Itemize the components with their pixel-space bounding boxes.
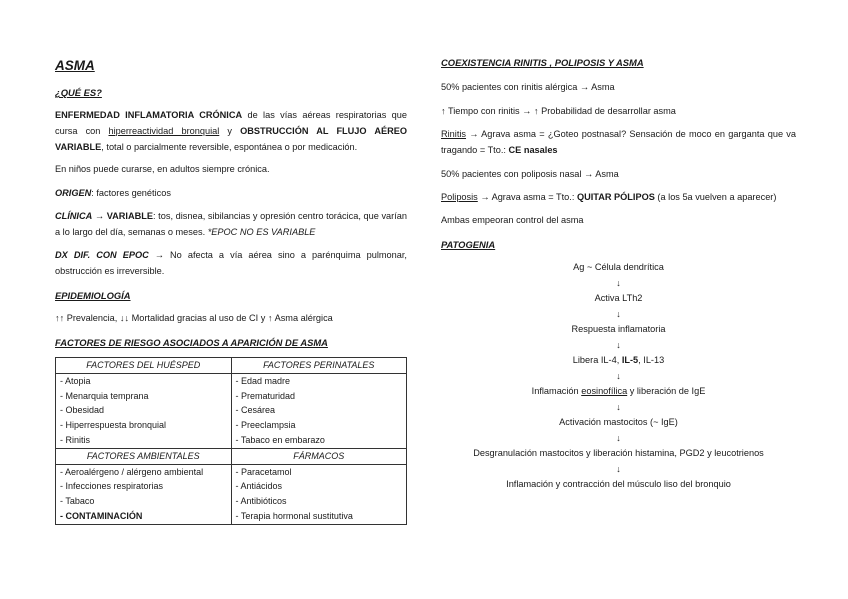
def-bold-2: OBSTRUCCIÓN AL FLUJO AÉREO VARIABLE	[55, 126, 407, 152]
table-cell: - Terapia hormonal sustitutiva	[231, 509, 407, 524]
step-bold: IL-5	[621, 355, 639, 365]
cascade-step: Activación mastocitos (~ IgE)	[559, 417, 678, 427]
rinitis-label: Rinitis	[441, 129, 467, 139]
table-header-row	[56, 448, 407, 464]
rinitis-treatment: CE nasales	[508, 145, 558, 155]
table-cell: - Antibióticos	[231, 494, 407, 509]
table-row	[56, 479, 407, 494]
down-arrow-icon: ↓	[616, 370, 621, 381]
table-cell: - Tabaco en embarazo	[231, 433, 407, 448]
origen-line	[55, 185, 171, 201]
cascade-step	[441, 384, 796, 400]
table-row	[56, 373, 407, 388]
coexistencia-heading: COEXISTENCIA RINITIS , POLIPOSIS Y ASMA	[441, 57, 644, 68]
step-text: Libera IL-4,	[572, 355, 622, 365]
header-ambientales: FACTORES AMBIENTALES	[56, 448, 232, 464]
header-farmacos: FÁRMACOS	[231, 448, 407, 464]
origen-text: : factores genéticos	[91, 188, 171, 198]
cascade-step: Desgranulación mastocitos y liberación histamina, PGD2 y leucotrienos	[473, 448, 764, 458]
ambas-line: Ambas empeoran control del asma	[441, 215, 584, 225]
dx-paragraph	[55, 247, 407, 279]
poliposis-asma-line: 50% pacientes con poliposis nasal → Asma	[441, 169, 619, 179]
table-cell: - Cesárea	[231, 403, 407, 418]
definition-paragraph	[55, 107, 407, 155]
poliposis-label: Poliposis	[441, 192, 478, 202]
table-row	[56, 433, 407, 448]
def-underline: hiperreactividad bronquial	[108, 126, 220, 136]
step-text: Inflamación	[531, 386, 582, 396]
down-arrow-icon: ↓	[616, 339, 621, 350]
step-underline: eosinofílica	[581, 386, 628, 396]
table-cell: - Atopia	[56, 373, 232, 388]
table-cell: - Rinitis	[56, 433, 232, 448]
clinica-paragraph	[55, 208, 407, 240]
patogenia-heading: PATOGENIA	[441, 239, 496, 250]
cascade-step: Ag ~ Célula dendrítica	[573, 262, 664, 272]
tiempo-rinitis-line: ↑ Tiempo con rinitis → ↑ Probabilidad de desarrollar asma	[441, 106, 676, 116]
table-cell: - Antiácidos	[231, 479, 407, 494]
ninos-line: En niños puede curarse, en adultos siempre crónica.	[55, 164, 270, 174]
epidemiologia-line: ↑↑ Prevalencia, ↓↓ Mortalidad gracias al uso de CI y ↑ Asma alérgica	[55, 313, 333, 323]
table-row	[56, 418, 407, 433]
table-cell: - Menarquia temprana	[56, 389, 232, 404]
table-row	[56, 494, 407, 509]
cascade-step: Inflamación y contracción del músculo liso del bronquio	[506, 479, 731, 489]
table-row	[56, 403, 407, 418]
header-huesped: FACTORES DEL HUÉSPED	[56, 358, 232, 374]
clinica-arrow: →	[92, 211, 107, 221]
poliposis-text: → Agrava asma = Tto.:	[477, 192, 577, 202]
poliposis-treatment: QUITAR PÓLIPOS	[576, 192, 655, 202]
cascade-step: Respuesta inflamatoria	[571, 324, 666, 334]
dx-text: → No afecta a vía aérea sino a parénquima pulmonar, obstrucción es irreversible.	[55, 250, 407, 276]
pathogenesis-cascade	[441, 260, 796, 493]
table-cell: - CONTAMINACIÓN	[56, 509, 232, 524]
rinitis-paragraph	[441, 126, 796, 158]
cascade-step: Activa LTh2	[594, 293, 643, 303]
poliposis-note: (a los 5a vuelven a aparecer)	[654, 192, 777, 202]
def-text-2: y	[219, 126, 241, 136]
cascade-step	[441, 353, 796, 369]
clinica-label: CLÍNICA	[55, 211, 93, 221]
poliposis-line	[441, 189, 776, 205]
table-cell: - Tabaco	[56, 494, 232, 509]
que-es-heading: ¿QUÉ ES?	[55, 87, 102, 98]
table-row	[56, 389, 407, 404]
table-cell: - Hiperrespuesta bronquial	[56, 418, 232, 433]
down-arrow-icon: ↓	[616, 401, 621, 412]
down-arrow-icon: ↓	[616, 463, 621, 474]
epidemiologia-heading: EPIDEMIOLOGÍA	[55, 290, 131, 301]
header-perinatales: FACTORES PERINATALES	[231, 358, 407, 374]
table-cell: - Aeroalérgeno / alérgeno ambiental	[56, 464, 232, 479]
down-arrow-icon: ↓	[616, 432, 621, 443]
def-text-1: de las vías aéreas respiratorias que cursa con	[55, 110, 407, 136]
table-cell: - Paracetamol	[231, 464, 407, 479]
step-text: , IL-13	[638, 355, 665, 365]
origen-label: ORIGEN	[55, 188, 92, 198]
def-bold-1: ENFERMEDAD INFLAMATORIA CRÓNICA	[55, 110, 243, 120]
down-arrow-icon: ↓	[616, 277, 621, 288]
table-cell: - Obesidad	[56, 403, 232, 418]
def-text-3: , total o parcialmente reversible, espontánea o por medicación.	[101, 142, 358, 152]
page-title: ASMA	[55, 58, 95, 73]
rinitis-text: → Agrava asma = ¿Goteo postnasal? Sensación de moco en garganta que va tragando = Tto.:	[441, 129, 796, 155]
table-cell: - Preeclampsia	[231, 418, 407, 433]
table-row	[56, 509, 407, 524]
dx-label: DX DIF. CON EPOC	[55, 250, 149, 260]
rinitis-asma-line: 50% pacientes con rinitis alérgica → Asma	[441, 82, 615, 92]
table-cell: - Edad madre	[231, 373, 407, 388]
clinica-note: *EPOC NO ES VARIABLE	[207, 227, 316, 237]
table-cell: - Infecciones respiratorias	[56, 479, 232, 494]
factores-heading: FACTORES DE RIESGO ASOCIADOS A APARICIÓN DE ASMA	[55, 337, 328, 348]
table-row	[56, 464, 407, 479]
table-cell: - Prematuridad	[231, 389, 407, 404]
down-arrow-icon: ↓	[616, 308, 621, 319]
step-text: y liberación de IgE	[627, 386, 706, 396]
clinica-text: : tos, disnea, sibilancias y opresión centro torácica, que varían a lo largo del día, semanas o meses.	[55, 211, 407, 237]
clinica-bold: VARIABLE	[106, 211, 153, 221]
table-header-row	[56, 358, 407, 374]
risk-factors-table	[55, 357, 407, 525]
